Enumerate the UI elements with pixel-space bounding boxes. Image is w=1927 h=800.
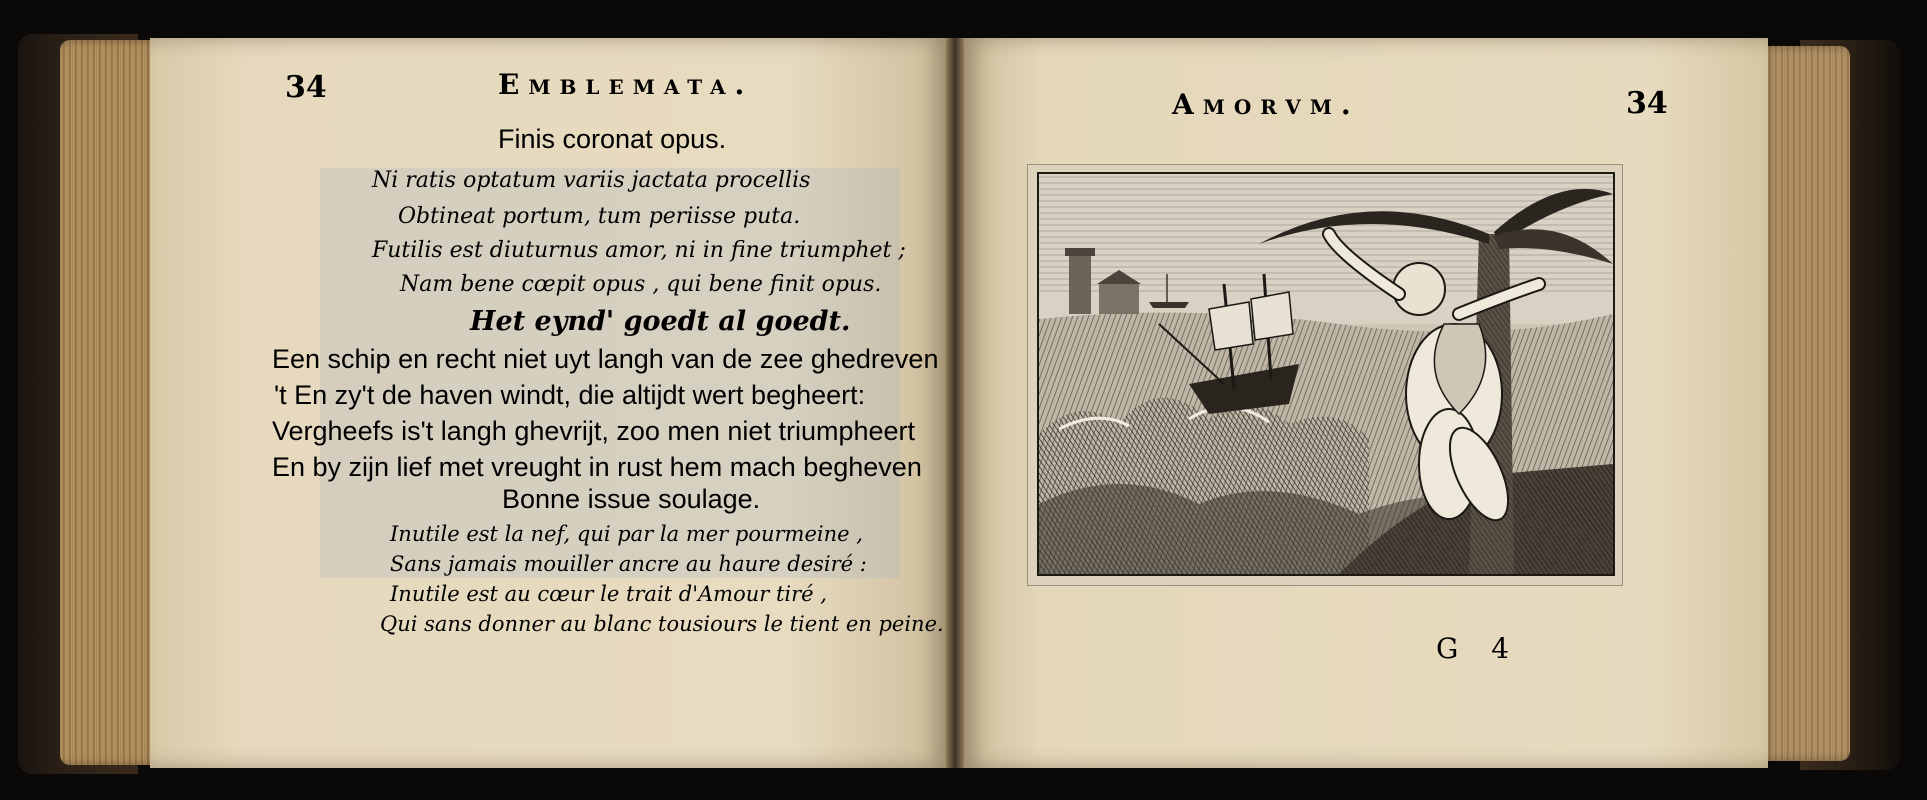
latin-line-2: Obtineat portum, tum periisse puta. bbox=[398, 204, 801, 229]
emblem-engraving bbox=[1037, 172, 1615, 576]
french-line-3: Inutile est au cœur le trait d'Amour tiré , bbox=[390, 582, 827, 606]
signature-mark: G 4 bbox=[1436, 632, 1522, 665]
french-line-1: Inutile est la nef, qui par la mer pourmeine , bbox=[390, 522, 863, 546]
french-line-2: Sans jamais mouiller ancre au haure desiré : bbox=[390, 552, 867, 576]
left-running-head: Emblemata. bbox=[498, 68, 754, 101]
page-edges-right bbox=[1760, 46, 1850, 761]
dutch-line-1: Een schip en recht niet uyt langh van de zee ghedreven bbox=[272, 344, 939, 374]
dutch-motto: Het eynd' goedt al goedt. bbox=[470, 306, 851, 337]
right-running-head: Amorvm. bbox=[1172, 88, 1360, 121]
dutch-line-3: Vergheefs is't langh ghevrijt, zoo men niet triumpheert bbox=[272, 416, 916, 446]
french-line-4: Qui sans donner au blanc tousiours le tient en peine. bbox=[380, 612, 944, 636]
page-edges-left bbox=[60, 40, 160, 765]
latin-line-3: Futilis est diuturnus amor, ni in fine triumphet ; bbox=[372, 238, 906, 263]
latin-line-1: Ni ratis optatum variis jactata procellis bbox=[372, 168, 811, 193]
engraving-picture bbox=[1039, 174, 1613, 574]
left-page-number: 34 bbox=[285, 70, 327, 105]
french-motto: Bonne issue soulage. bbox=[502, 484, 761, 514]
right-page-number: 34 bbox=[1626, 86, 1668, 121]
latin-motto: Finis coronat opus. bbox=[498, 124, 727, 154]
dutch-line-4: En by zijn lief met vreught in rust hem mach begheven bbox=[272, 452, 922, 482]
dutch-line-2: 't En zy't de haven windt, die altijdt wert begheert: bbox=[274, 380, 866, 410]
latin-line-4: Nam bene cœpit opus , qui bene finit opus. bbox=[400, 272, 882, 297]
